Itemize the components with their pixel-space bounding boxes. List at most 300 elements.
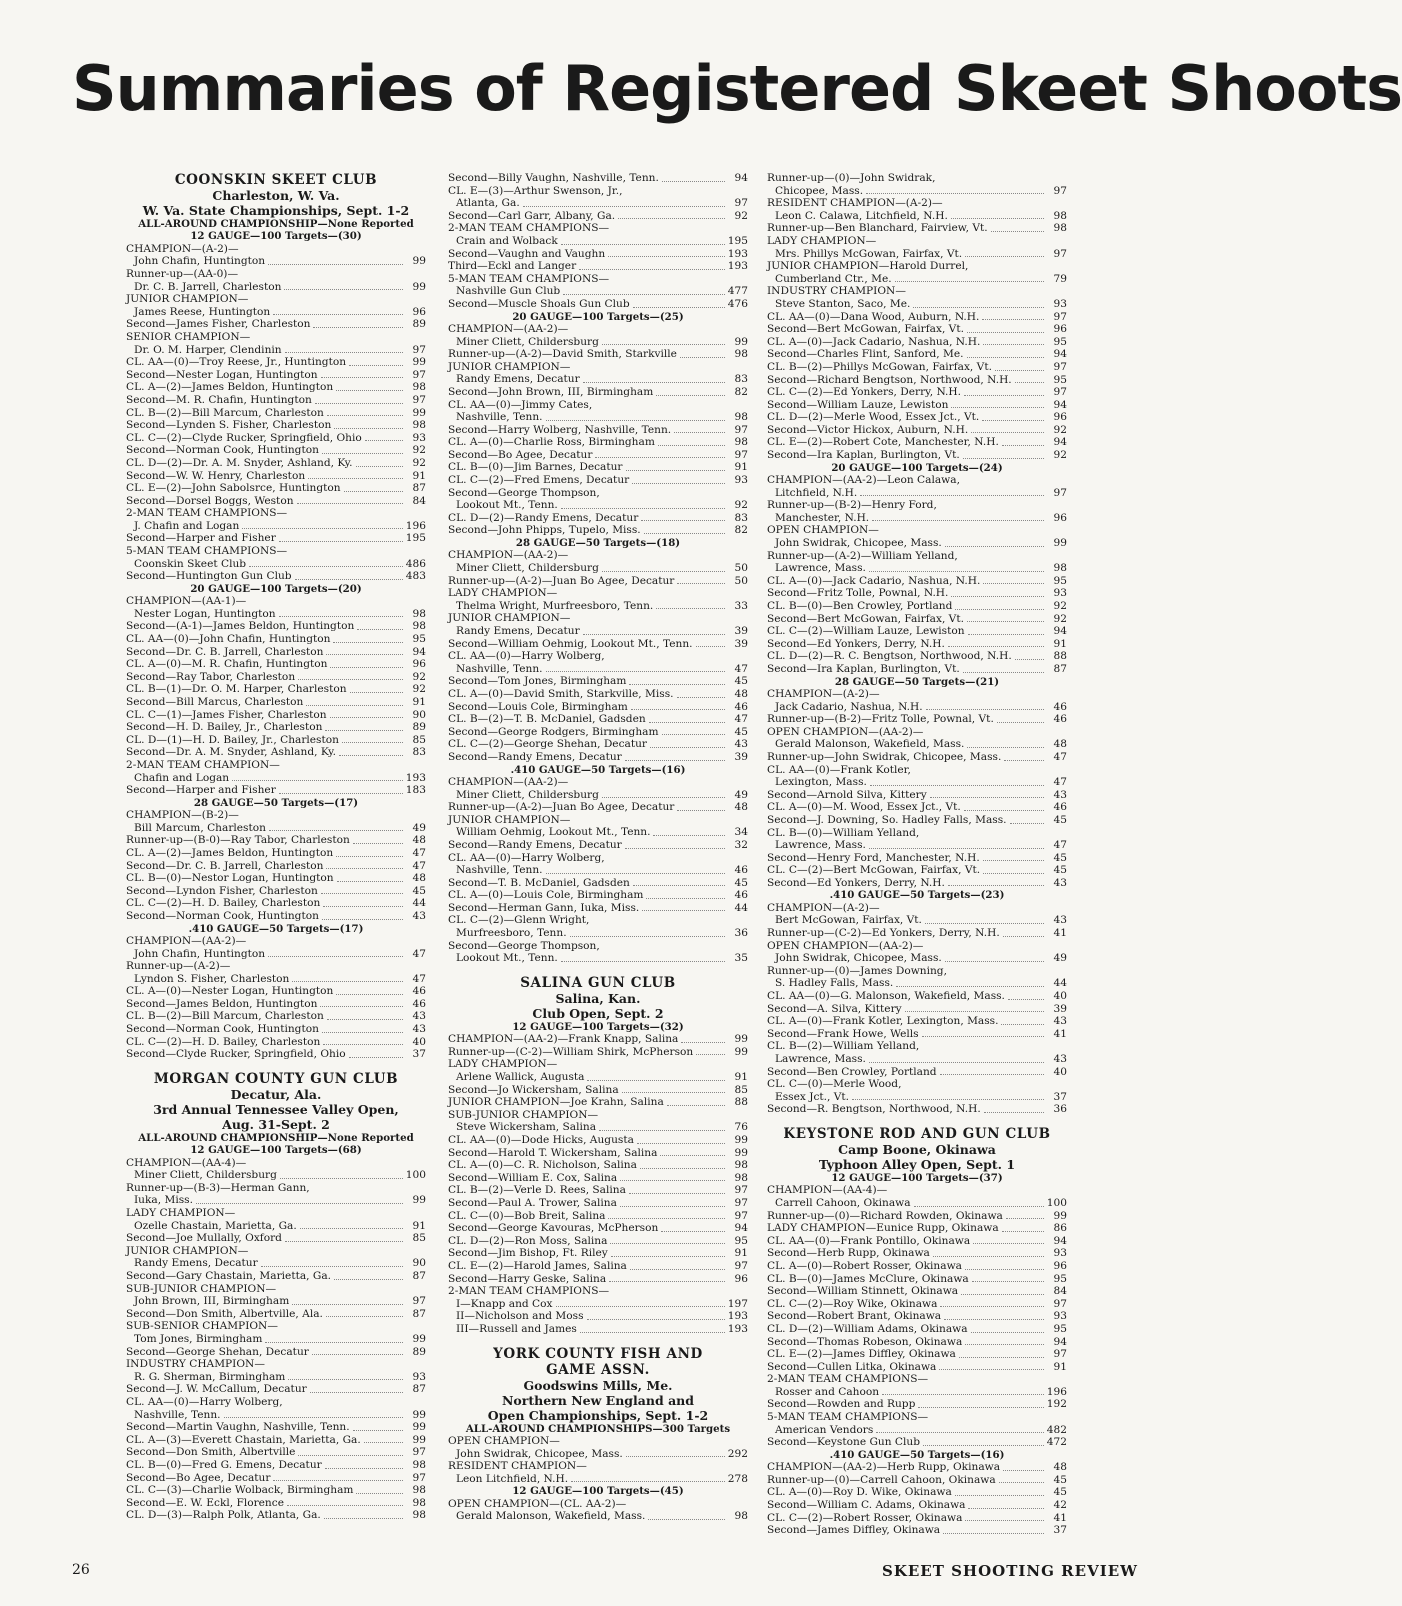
event-subheading: .410 GAUGE—50 Targets—(16) [829,1448,1005,1461]
result-score: 47 [1053,750,1067,763]
result-score: 98 [412,381,426,394]
event-subheading: 28 GAUGE—50 Targets—(17) [193,796,359,809]
result-label: 5-MAN TEAM CHAMPIONS— [126,545,288,558]
result-name: CL. B—(2)—Bill Marcum, Charleston [126,1010,324,1023]
result-score: 95 [734,1234,748,1247]
result-name: CL. A—(0)—C. R. Nicholson, Salina [448,1159,637,1172]
dot-leader [943,1524,1044,1534]
result-score: 46 [1053,801,1067,814]
result-name: CHAMPION—(AA-2)—Herb Rupp, Okinawa [767,1461,1001,1474]
result-row [448,688,748,701]
result-row [126,1421,426,1434]
dot-leader [356,457,403,467]
result-row [448,1323,748,1336]
dot-leader [556,1298,725,1308]
result-row [126,998,426,1011]
dot-leader [951,587,1044,597]
result-name: Second—Louis Cole, Birmingham [448,700,628,713]
result-label: 5-MAN TEAM CHAMPIONS— [448,272,610,285]
result-name: CL. AA—(0)—Frank Pontillo, Okinawa [767,1234,971,1247]
result-score: 97 [1053,247,1067,260]
result-label: JUNIOR CHAMPION— [126,1244,249,1257]
result-score: 98 [1053,209,1067,222]
dot-leader [965,1260,1044,1270]
result-row [767,361,1067,374]
result-score: 83 [734,373,748,386]
club-name: SALINA GUN CLUB [520,974,676,991]
result-label: LADY CHAMPION— [767,234,877,247]
result-score: 196 [405,519,426,532]
result-name: Second—Victor Hickox, Auburn, N.H. [767,423,969,436]
result-score: 99 [734,335,748,348]
result-row [767,1247,1067,1260]
dot-leader [579,260,725,270]
dot-leader [298,1446,403,1456]
result-row [126,570,426,583]
result-score: 94 [1053,1234,1067,1247]
result-name: Second—Billy Vaughn, Nashville, Tenn. [448,172,659,184]
result-row [767,1436,1067,1449]
result-row [767,600,1067,613]
result-name: Second—Cullen Litka, Okinawa [767,1360,937,1373]
result-name: Miner Cliett, Childersburg [456,562,599,575]
result-name: Second—Randy Emens, Decatur [448,838,622,851]
dot-leader [580,1323,725,1333]
result-name: Second—Harry Wolberg, Nashville, Tenn. [448,423,672,436]
result-row [767,638,1067,651]
dot-leader [930,789,1044,799]
dot-leader [940,1066,1044,1076]
result-score: 193 [727,1322,748,1335]
dot-leader [330,709,403,719]
event-heading: Salina, Kan. [555,990,641,1006]
result-row [767,1499,1067,1512]
result-name: Second—Paul A. Trower, Salina [448,1196,617,1209]
dot-leader [681,1033,725,1043]
dot-leader [232,772,403,782]
result-row [126,1308,426,1321]
dot-leader [365,432,403,442]
result-score: 91 [412,1219,426,1232]
result-name: Second—James Fisher, Charleston [126,318,311,331]
result-name: Second—Dr. C. B. Jarrell, Charleston [126,859,324,872]
result-row [767,864,1067,877]
result-score: 486 [405,557,426,570]
result-score: 43 [412,1010,426,1023]
dot-leader [353,1421,403,1431]
result-label: SUB-JUNIOR CHAMPION— [126,1282,277,1295]
result-name: American Vendors [775,1423,874,1436]
result-row [767,273,1067,286]
result-row [126,520,426,533]
result-name: CL. A—(2)—James Beldon, Huntington [126,846,334,859]
result-score: 36 [734,927,748,940]
result-score: 91 [412,696,426,708]
event-subheading: 20 GAUGE—100 Targets—(25) [512,310,684,323]
result-name: Runner-up—(C-2)—Ed Yonkers, Derry, N.H. [767,927,1000,940]
result-score: 93 [1053,297,1067,310]
result-score: 36 [1053,1103,1067,1116]
result-name: CL. AA—(0)—John Chafin, Huntington [126,633,331,646]
result-score: 43 [412,1023,426,1036]
dot-leader [983,575,1044,585]
result-label: CL. AA—(0)—Frank Kotler, [767,763,911,776]
dot-leader [350,683,403,693]
dot-leader [288,1371,403,1381]
result-score: 44 [734,901,748,914]
result-name: Lawrence, Mass. [775,839,866,852]
dot-leader [323,897,403,907]
result-score: 79 [1053,272,1067,285]
result-label: CL. B—(0)—William Yelland, [767,826,920,839]
dot-leader [284,281,403,291]
event-heading: Charleston, W. Va. [212,188,340,203]
dot-leader [626,461,726,471]
result-row [448,625,748,638]
dot-leader [629,675,725,685]
result-row [448,512,748,525]
result-row [767,210,1067,223]
dot-leader [945,537,1044,547]
result-label: CHAMPION—(AA-2)— [448,322,569,335]
result-name: CL. C—(2)—H. D. Bailey, Charleston [126,897,321,910]
result-name: Second—Frank Howe, Wells [767,1027,919,1040]
result-row [767,185,1067,198]
result-score: 98 [412,1496,426,1509]
result-row [448,260,748,273]
result-score: 45 [1053,851,1067,864]
result-name: CL. C—(0)—Bob Breit, Salina [448,1209,606,1222]
result-name: CL. C—(2)—Fred Emens, Decatur [448,474,630,487]
result-name: Second—Ed Yonkers, Derry, N.H. [767,637,945,650]
result-score: 97 [412,343,426,356]
result-name: Mrs. Phillys McGowan, Fairfax, Vt. [775,247,963,260]
result-row [126,407,426,420]
dot-leader [583,373,725,383]
result-label: SENIOR CHAMPION— [126,330,251,343]
dot-leader [696,638,725,648]
dot-leader [999,1474,1044,1484]
result-score: 97 [412,393,426,406]
result-score: 43 [1053,914,1067,927]
result-score: 292 [727,1447,748,1460]
result-name: Second—Bo Agee, Decatur [448,448,593,461]
result-name: Second—Bo Agee, Decatur [126,1471,271,1484]
result-row [767,650,1067,663]
result-name: Second—Norman Cook, Huntington [126,909,319,922]
result-name: Runner-up—(C-2)—William Shirk, McPherson [448,1045,694,1058]
result-name: Second—John Brown, III, Birmingham [448,385,654,398]
result-name: James Reese, Huntington [134,305,271,318]
result-label: CHAMPION—(A-2)— [767,901,880,914]
result-score: 47 [412,947,426,960]
result-row [126,620,426,633]
result-row [126,872,426,885]
result-score: 34 [734,826,748,839]
dot-leader [625,839,725,849]
result-name: CL. A—(0)—Louis Cole, Birmingham [448,889,644,902]
page-title: Summaries of Registered Skeet Shoots [72,52,1402,125]
result-score: 47 [1053,776,1067,789]
result-score: 40 [412,1035,426,1048]
result-name: Second—A. Silva, Kittery [767,1002,902,1015]
result-name: Manchester, N.H. [775,511,870,524]
result-name: CL. B—(2)—T. B. McDaniel, Gadsden [448,713,646,726]
result-name: Coonskin Skeet Club [134,557,247,570]
result-row [767,877,1067,890]
result-name: CL. B—(0)—Ben Crowley, Portland [767,600,953,612]
result-row [767,323,1067,336]
result-score: 39 [1053,1002,1067,1015]
result-score: 92 [734,209,748,222]
dot-leader [364,1434,403,1444]
result-score: 92 [1053,449,1067,462]
dot-leader [945,952,1044,962]
result-name: Runner-up—(0)—Carrell Cahoon, Okinawa [767,1473,996,1486]
dot-leader [611,1247,725,1257]
result-score: 92 [412,670,426,683]
result-name: Second—Ray Tabor, Charleston [126,670,296,683]
result-name: Nashville, Tenn. [456,662,543,675]
result-name: Second—Bert McGowan, Fairfax, Vt. [767,612,964,625]
dot-leader [279,784,403,794]
result-score: 92 [1053,423,1067,436]
result-score: 98 [412,419,426,432]
result-name: CL. C—(2)—Clyde Rucker, Springfield, Ohio [126,431,362,444]
event-subheading: .410 GAUGE—50 Targets—(17) [188,922,364,935]
dot-leader [895,273,1044,283]
dot-leader [967,348,1044,358]
result-name: Litchfield, N.H. [775,486,858,499]
result-score: 93 [734,474,748,487]
event-subheading: .410 GAUGE—50 Targets—(23) [829,889,1005,902]
result-row [448,172,748,185]
result-score: 87 [412,482,426,495]
result-row [448,1033,748,1046]
result-row [767,1003,1067,1016]
result-label: CL. AA—(0)—Harry Wolberg, [448,851,605,864]
result-score: 99 [734,1045,748,1058]
result-row [126,734,426,747]
dot-leader [633,877,725,887]
result-row [767,587,1067,600]
dot-leader [339,746,403,756]
result-row [448,461,748,474]
result-score: 85 [412,1232,426,1245]
dot-leader [1015,650,1044,660]
result-score: 86 [1053,1222,1067,1235]
result-score: 83 [734,511,748,524]
result-label: RESIDENT CHAMPION—(A-2)— [767,197,943,210]
dot-leader [287,1497,403,1507]
result-row [126,985,426,998]
result-row [126,318,426,331]
result-row [126,746,426,759]
result-row [767,1260,1067,1273]
result-label: OPEN CHAMPION—(AA-2)— [767,725,924,738]
result-name: Second—Richard Bengtson, Northwood, N.H. [767,373,1012,386]
result-row [767,1361,1067,1374]
result-score: 41 [1053,1027,1067,1040]
dot-leader [922,1028,1044,1038]
dot-leader [876,1424,1043,1434]
result-row [767,562,1067,575]
dot-leader [918,1398,1043,1408]
result-name: CL. C—(2)—Robert Rosser, Okinawa [767,1511,963,1524]
result-row [448,1222,748,1235]
result-label: OPEN CHAMPION— [448,1434,560,1447]
result-label: Runner-up—(A-2)—William Yelland, [767,549,958,562]
result-score: 93 [412,1370,426,1383]
result-name: CL. D—(2)—William Adams, Okinawa [767,1322,968,1335]
club-name: COONSKIN SKEET CLUB [174,172,378,188]
result-name: CL. C—(2)—H. D. Bailey, Charleston [126,1035,321,1048]
dot-leader [321,885,403,895]
dot-leader [563,285,725,295]
result-row [126,822,426,835]
result-label: CHAMPION—(B-2)— [126,809,239,822]
result-row [448,285,748,298]
result-score: 96 [1053,511,1067,524]
result-name: Second—Harper and Fisher [126,532,276,545]
event-heading: Aug. 31-Sept. 2 [222,1116,330,1132]
result-name: CL. A—(0)—Robert Rosser, Okinawa [767,1259,962,1272]
result-score: 45 [734,876,748,889]
result-name: CL. AA—(0)—Dode Hicks, Augusta [448,1134,634,1146]
result-score: 76 [734,1121,748,1134]
result-name: Second—Dr. C. B. Jarrell, Charleston [126,645,324,658]
result-name: Rosser and Cahoon [775,1385,880,1398]
result-score: 97 [734,423,748,436]
result-row [767,613,1067,626]
result-name: Third—Eckl and Langer [448,260,577,273]
result-name: Randy Emens, Decatur [456,625,580,637]
dot-leader [608,1210,725,1220]
result-name: Lawrence, Mass. [775,562,866,575]
result-score: 46 [1053,713,1067,726]
result-row [126,1295,426,1308]
result-name: Runner-up—(A-2)—David Smith, Starkville [448,348,677,361]
result-score: 278 [727,1472,748,1485]
result-score: 94 [1053,398,1067,411]
result-score: 97 [1053,386,1067,399]
result-label: CHAMPION—(AA-4)— [126,1156,247,1169]
result-row [448,373,748,386]
result-row [448,1448,748,1461]
dot-leader [349,356,403,366]
dot-leader [326,860,403,870]
dot-leader [322,910,403,920]
result-name: Runner-up—(0)—Richard Rowden, Okinawa [767,1209,1003,1222]
dot-leader [860,487,1044,497]
result-row [448,1046,748,1059]
result-score: 98 [412,1484,426,1497]
result-name: LADY CHAMPION—Eunice Rupp, Okinawa [767,1222,999,1235]
dot-leader [872,512,1044,522]
dot-leader [326,1308,403,1318]
result-row [126,1459,426,1472]
dot-leader [273,306,403,316]
dot-leader [1015,374,1044,384]
result-score: 477 [727,285,748,298]
result-score: 91 [734,1071,748,1084]
dot-leader [306,696,403,706]
dot-leader [677,801,725,811]
dot-leader [308,470,403,480]
result-name: Murfreesboro, Tenn. [456,927,567,940]
result-score: 94 [1053,348,1067,361]
result-row [448,638,748,651]
result-row [767,386,1067,399]
result-row [767,1323,1067,1336]
result-row [767,1222,1067,1235]
result-name: CL. A—(0)—David Smith, Starkville, Miss. [448,687,674,700]
result-row [767,411,1067,424]
result-row [126,847,426,860]
result-score: 97 [734,1196,748,1209]
dot-leader [242,520,402,530]
dot-leader [269,822,403,832]
result-name: John Chafin, Huntington [134,255,266,268]
result-name: JUNIOR CHAMPION—Joe Krahn, Salina [448,1096,664,1109]
result-score: 97 [1053,1348,1067,1361]
dot-leader [982,411,1044,421]
dot-leader [896,977,1044,987]
dot-leader [609,1273,725,1283]
result-row [448,1159,748,1172]
result-row [448,663,748,676]
dot-leader [546,663,725,673]
dot-leader [336,847,403,857]
result-name: CL. B—(0)—Fred G. Emens, Decatur [126,1458,322,1471]
result-score: 91 [1053,637,1067,650]
result-score: 93 [1053,1310,1067,1323]
result-row [126,696,426,709]
result-row [767,1386,1067,1399]
result-row [126,381,426,394]
result-score: 45 [734,725,748,738]
result-name: Bill Marcum, Charleston [134,821,266,834]
result-label: INDUSTRY CHAMPION— [126,1358,265,1371]
result-row [126,1023,426,1036]
dot-leader [982,311,1044,321]
result-row [448,575,748,588]
dot-leader [618,210,725,220]
dot-leader [951,210,1044,220]
dot-leader [997,713,1044,723]
result-label: Runner-up—(A-2)— [126,960,231,973]
result-score: 82 [734,385,748,398]
result-score: 98 [734,348,748,361]
result-name: CL. E—(2)—Harold James, Salina [448,1259,627,1272]
result-label: CL. B—(2)—William Yelland, [767,1040,920,1053]
dot-leader [327,1010,403,1020]
dot-leader [357,620,403,630]
result-row [126,885,426,898]
result-name: Second—Harry Geske, Salina [448,1272,607,1285]
dot-leader [644,524,725,534]
dot-leader [599,1121,725,1131]
result-name: CL. D—(3)—Ralph Polk, Atlanta, Ga. [126,1509,321,1522]
result-name: Randy Emens, Decatur [456,373,580,386]
result-label: CHAMPION—(AA-2)— [448,775,569,788]
dot-leader [353,834,403,844]
result-label: CHAMPION—(A-2)— [767,687,880,700]
result-label: Second—George Thompson, [448,486,600,499]
result-row [126,344,426,357]
result-score: 94 [734,1222,748,1235]
dot-leader [869,1053,1044,1063]
